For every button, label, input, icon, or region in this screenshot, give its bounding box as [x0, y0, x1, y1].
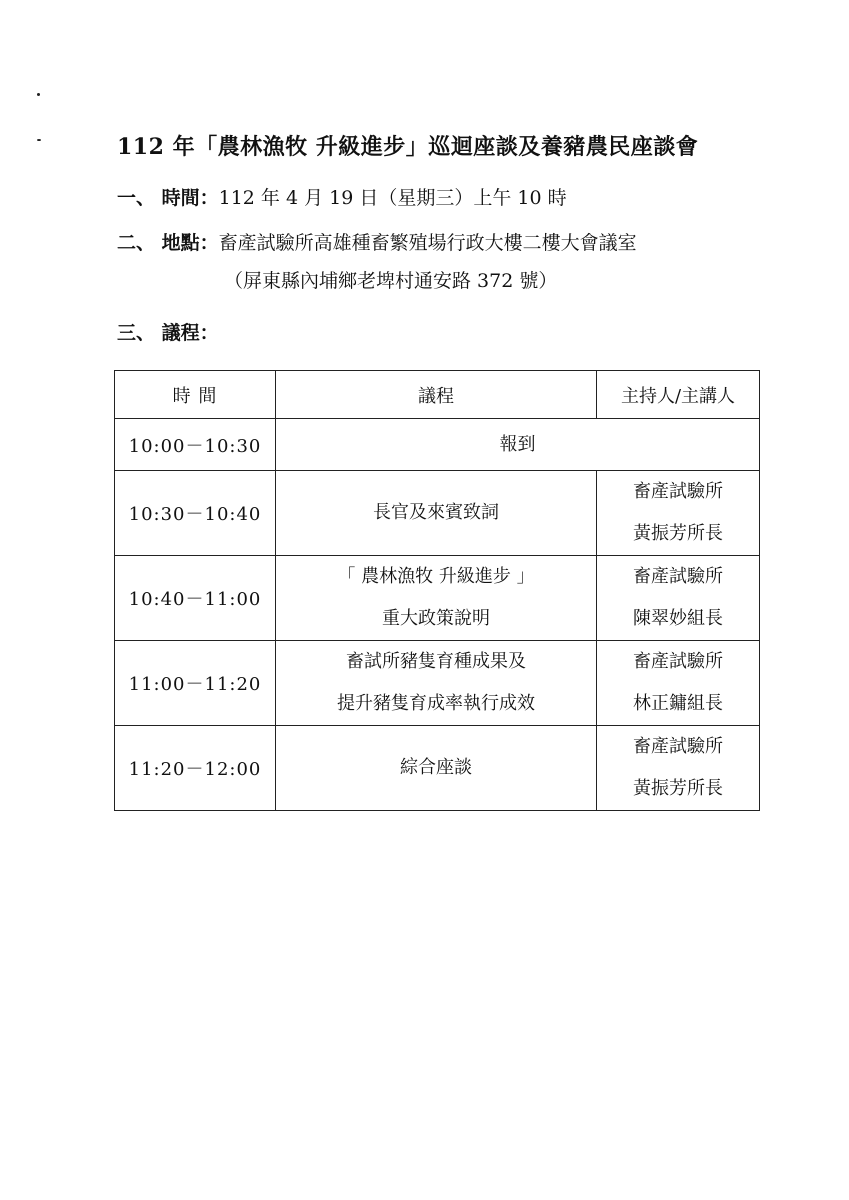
row-host-line: 畜產試驗所	[633, 651, 723, 672]
row-item-line: 提升豬隻育成率執行成效	[337, 693, 535, 714]
row-host-line: 畜產試驗所	[633, 481, 723, 502]
table-row	[115, 471, 760, 556]
table-row	[115, 556, 760, 641]
row-item	[276, 641, 597, 726]
place-address: （屏東縣內埔鄉老埤村通安路 372 號）	[224, 270, 558, 292]
row-time: 10:30－10:40	[115, 471, 276, 556]
agenda-label: 三、 議程：	[117, 322, 219, 344]
row-item-line: 畜試所豬隻育種成果及	[346, 651, 526, 672]
agenda-table	[114, 370, 760, 811]
row-host	[597, 556, 760, 641]
row-item	[276, 726, 597, 811]
row-time: 11:00－11:20	[115, 641, 276, 726]
place-label: 二、 地點：	[117, 232, 219, 254]
table-row	[115, 641, 760, 726]
time-line	[117, 183, 567, 210]
row-host	[597, 641, 760, 726]
row-host	[597, 471, 760, 556]
row-item-line: 重大政策說明	[382, 608, 490, 629]
time-value: 112 年 4 月 19 日（星期三）上午 10 時	[218, 187, 567, 209]
scan-speck	[37, 93, 40, 96]
row-host	[597, 726, 760, 811]
row-host-line: 畜產試驗所	[633, 566, 723, 587]
row-item	[276, 556, 597, 641]
row-host-line: 黃振芳所長	[633, 778, 723, 799]
row-host-line: 黃振芳所長	[633, 523, 723, 544]
document-title: 112 年「農林漁牧 升級進步」巡迴座談及養豬農民座談會	[117, 134, 699, 160]
scan-speck	[37, 139, 41, 141]
row-item-line: 「 農林漁牧 升級進步 」	[337, 566, 535, 587]
row-host-line: 畜產試驗所	[633, 736, 723, 757]
row-time: 10:00－10:30	[115, 419, 276, 471]
place-value: 畜產試驗所高雄種畜繁殖場行政大樓二樓大會議室	[218, 232, 637, 254]
row-time: 11:20－12:00	[115, 726, 276, 811]
agenda-line	[117, 318, 219, 345]
table-row	[115, 726, 760, 811]
time-label: 一、 時間：	[117, 187, 219, 209]
row-item-line: 長官及來賓致詞	[373, 502, 499, 523]
row-item-line: 報到	[499, 433, 536, 455]
header-time: 時 間	[115, 371, 276, 419]
table-header-row	[115, 371, 760, 419]
table-row	[115, 419, 760, 471]
row-item	[276, 471, 597, 556]
row-item	[276, 419, 760, 471]
header-agenda: 議程	[276, 371, 597, 419]
row-time: 10:40－11:00	[115, 556, 276, 641]
row-host-line: 陳翠妙組長	[633, 608, 723, 629]
header-host: 主持人/主講人	[597, 371, 760, 419]
row-host-line: 林正鏞組長	[633, 693, 723, 714]
place-line	[117, 228, 637, 255]
row-item-line: 綜合座談	[400, 757, 472, 778]
